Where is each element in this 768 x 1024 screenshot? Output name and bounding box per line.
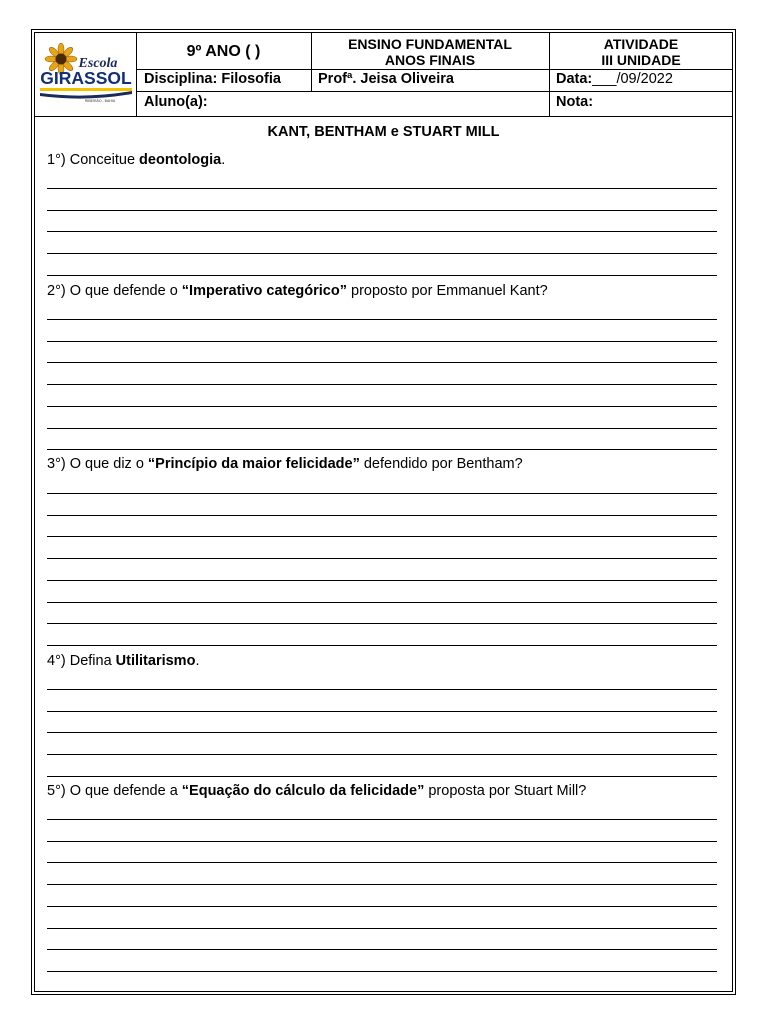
answer-line-q2[interactable]: [47, 428, 717, 429]
answer-line-q3[interactable]: [47, 493, 717, 494]
teacher-label: Profª. Jeisa Oliveira: [318, 71, 454, 87]
answer-line-q3[interactable]: [47, 602, 717, 603]
discipline-label: Disciplina: Filosofia: [144, 71, 281, 87]
answer-line-q5[interactable]: [47, 949, 717, 950]
question-3: 3°) O que diz o “Princípio da maior felicidade” defendido por Bentham?: [47, 456, 523, 472]
answer-line-q5[interactable]: [47, 971, 717, 972]
activity-line2: III UNIDADE: [601, 52, 681, 68]
answer-line-q1[interactable]: [47, 253, 717, 254]
answer-line-q4[interactable]: [47, 689, 717, 690]
answer-line-q4[interactable]: [47, 732, 717, 733]
answer-line-q5[interactable]: [47, 819, 717, 820]
answer-line-q4[interactable]: [47, 754, 717, 755]
student-name-field[interactable]: Aluno(a):: [144, 94, 208, 110]
answer-line-q2[interactable]: [47, 341, 717, 342]
answer-line-q3[interactable]: [47, 580, 717, 581]
answer-line-q3[interactable]: [47, 645, 717, 646]
date-field[interactable]: Data:___/09/2022: [556, 71, 673, 87]
answer-line-q3[interactable]: [47, 623, 717, 624]
grade-score-field[interactable]: Nota:: [556, 94, 594, 110]
answer-line-q5[interactable]: [47, 841, 717, 842]
answer-line-q2[interactable]: [47, 362, 717, 363]
logo-small-text: RIBEIRÃO - BAHIA: [84, 99, 116, 103]
activity-line1: ATIVIDADE: [603, 36, 679, 52]
level-line2: ANOS FINAIS: [384, 52, 476, 68]
page-border-inner: [34, 32, 733, 992]
answer-line-q4[interactable]: [47, 776, 717, 777]
answer-line-q1[interactable]: [47, 275, 717, 276]
logo-script-word: Escola: [78, 56, 118, 71]
question-4: 4°) Defina Utilitarismo.: [47, 653, 200, 669]
answer-line-q2[interactable]: [47, 319, 717, 320]
question-1: 1°) Conceitue deontologia.: [47, 152, 226, 168]
answer-line-q4[interactable]: [47, 711, 717, 712]
answer-line-q5[interactable]: [47, 862, 717, 863]
answer-line-q3[interactable]: [47, 536, 717, 537]
school-logo: [36, 35, 136, 115]
answer-line-q1[interactable]: [47, 188, 717, 189]
logo-name: GIRASSOL: [40, 68, 132, 88]
answer-line-q1[interactable]: [47, 231, 717, 232]
level-line1: ENSINO FUNDAMENTAL: [348, 36, 512, 52]
answer-line-q5[interactable]: [47, 906, 717, 907]
answer-line-q2[interactable]: [47, 406, 717, 407]
answer-line-q5[interactable]: [47, 928, 717, 929]
page-title: KANT, BENTHAM e STUART MILL: [267, 124, 500, 140]
answer-line-q3[interactable]: [47, 515, 717, 516]
question-2: 2°) O que defende o “Imperativo categórico” proposto por Emmanuel Kant?: [47, 283, 548, 299]
answer-line-q2[interactable]: [47, 449, 717, 450]
answer-line-q1[interactable]: [47, 210, 717, 211]
answer-line-q5[interactable]: [47, 884, 717, 885]
grade-field: 9º ANO ( ): [186, 43, 261, 60]
question-5: 5°) O que defende a “Equação do cálculo da felicidade” proposta por Stuart Mill?: [47, 783, 587, 799]
answer-line-q2[interactable]: [47, 384, 717, 385]
answer-line-q3[interactable]: [47, 558, 717, 559]
